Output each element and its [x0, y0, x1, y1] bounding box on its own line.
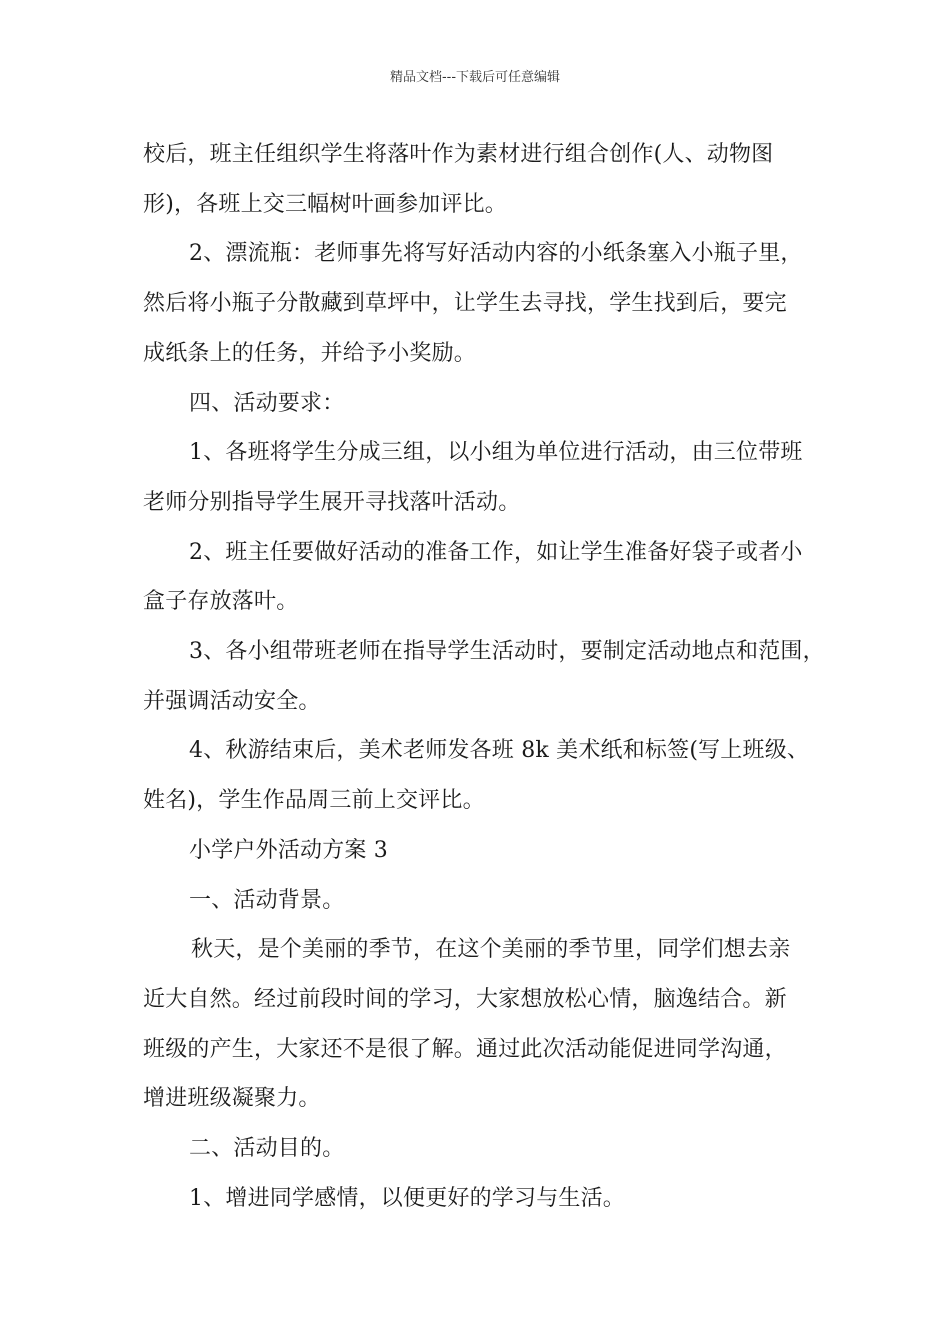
paragraph-line: 近大自然。经过前段时间的学习，大家想放松心情，脑逸结合。新: [143, 986, 787, 1012]
page-header: 精品文档---下载后可任意编辑: [389, 70, 561, 85]
paragraph-line: 1、增进同学感情，以便更好的学习与生活。: [189, 1185, 625, 1211]
paragraph-line: 增进班级凝聚力。: [143, 1086, 321, 1112]
paragraph-line: 班级的产生，大家还不是很了解。通过此次活动能促进同学沟通，: [143, 1036, 787, 1062]
paragraph-line: 并强调活动安全。: [143, 688, 321, 714]
paragraph-line: 4、秋游结束后，美术老师发各班 8k 美术纸和标签(写上班级、: [189, 738, 810, 764]
paragraph-line: 老师分别指导学生展开寻找落叶活动。: [143, 489, 521, 515]
section-heading: 四、活动要求：: [189, 390, 345, 416]
paragraph-line: 形)，各班上交三幅树叶画参加评比。: [143, 191, 507, 217]
paragraph-line: 姓名)，学生作品周三前上交评比。: [143, 788, 485, 814]
paragraph-line: 盒子存放落叶。: [143, 589, 299, 615]
paragraph-line: 2、班主任要做好活动的准备工作，如让学生准备好袋子或者小: [189, 539, 803, 565]
paragraph-line: 1、各班将学生分成三组，以小组为单位进行活动，由三位带班: [189, 440, 803, 466]
paragraph-line: 然后将小瓶子分散藏到草坪中，让学生去寻找，学生找到后，要完: [143, 291, 787, 317]
paragraph-line: 秋天，是个美丽的季节，在这个美丽的季节里，同学们想去亲: [191, 937, 791, 963]
paragraph-line: 3、各小组带班老师在指导学生活动时，要制定活动地点和范围，: [189, 639, 825, 665]
section-heading: 二、活动目的。: [189, 1136, 345, 1162]
paragraph-line: 成纸条上的任务，并给予小奖励。: [143, 340, 477, 366]
document-body: [143, 130, 825, 1223]
section-heading: 一、活动背景。: [189, 887, 345, 913]
paragraph-line: 2、漂流瓶：老师事先将写好活动内容的小纸条塞入小瓶子里，: [189, 241, 803, 267]
document-title: 小学户外活动方案 3: [189, 837, 388, 863]
paragraph-line: 校后，班主任组织学生将落叶作为素材进行组合创作(人、动物图: [143, 142, 774, 167]
